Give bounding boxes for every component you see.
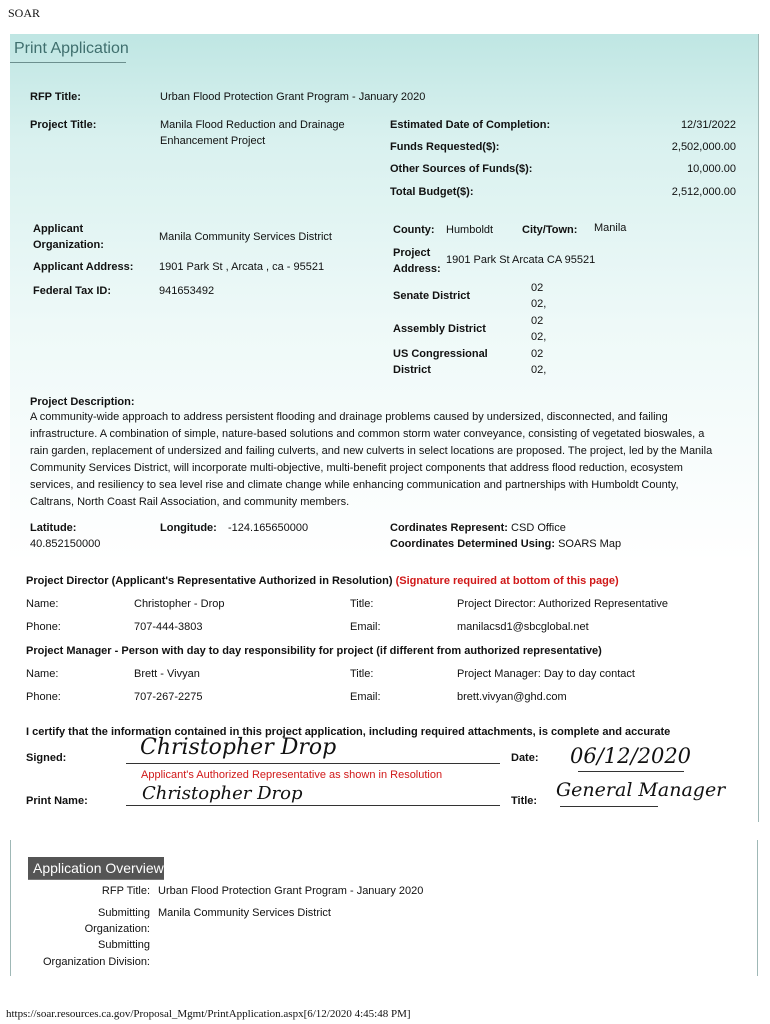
manager-title-label: Title: <box>350 668 374 680</box>
manager-name: Brett - Vivyan <box>134 668 200 680</box>
director-name-label: Name: <box>26 598 59 610</box>
senate-label: Senate District <box>393 290 471 302</box>
overview-division-label-2: Organization Division: <box>43 956 150 968</box>
description-line: infrastructure. A combination of simple, nature-based solutions and common storm water conveyance, consisting of vegetated bioswales, a <box>30 428 705 440</box>
director-signature: Christopher Drop <box>140 735 337 760</box>
title-label: Title: <box>511 795 538 807</box>
federal-tax-label: Federal Tax ID: <box>33 285 112 297</box>
manager-phone-label: Phone: <box>26 691 61 703</box>
latitude-label: Latitude: <box>30 522 77 534</box>
director-name: Christopher - Drop <box>134 598 225 610</box>
representative-note: Applicant's Authorized Representative as shown in Resolution <box>141 769 443 781</box>
manager-email-label: Email: <box>350 691 381 703</box>
coords-represent-label: Cordinates Represent: <box>390 522 508 534</box>
total-budget-value: 2,512,000.00 <box>671 186 736 198</box>
overview-org-label-2: Organization: <box>84 923 150 935</box>
manager-phone: 707-267-2275 <box>134 691 203 703</box>
assembly-value-1: 02 <box>531 315 544 327</box>
county-label: County: <box>393 224 435 236</box>
assembly-label: Assembly District <box>393 323 486 335</box>
coords-determined <box>390 538 621 550</box>
overview-org-value: Manila Community Services District <box>158 907 331 919</box>
overview-heading-rule <box>28 879 164 880</box>
longitude-label: Longitude: <box>160 522 217 534</box>
date-label: Date: <box>511 752 539 764</box>
funds-requested-value: 2,502,000.00 <box>671 141 736 153</box>
description-line: Caltrans, North Coast Rail Association, and community members. <box>30 496 350 508</box>
senate-value-2: 02, <box>531 298 547 310</box>
title-underline <box>10 62 126 63</box>
other-funds-value: 10,000.00 <box>687 163 736 175</box>
overview-rfp-value: Urban Flood Protection Grant Program - January 2020 <box>158 885 424 897</box>
print-application-title: Print Application <box>14 40 129 57</box>
applicant-address-label: Applicant Address: <box>33 261 134 273</box>
completion-label: Estimated Date of Completion: <box>390 119 551 131</box>
title-line <box>560 806 658 807</box>
print-name-line <box>126 805 500 806</box>
director-phone: 707-444-3803 <box>134 621 203 633</box>
applicant-org-label-2: Organization: <box>33 239 104 251</box>
director-heading <box>26 575 619 587</box>
signed-label: Signed: <box>26 752 67 764</box>
director-email: manilacsd1@sbcglobal.net <box>457 621 589 633</box>
description-line: Community Services District, will incorporate multi-objective, multi-benefit project components that address flood reduction, ecosystem <box>30 462 683 474</box>
city-label: City/Town: <box>522 224 578 236</box>
congress-label-1: US Congressional <box>393 348 488 360</box>
federal-tax-value: 941653492 <box>159 285 215 297</box>
congress-label-2: District <box>393 364 431 376</box>
county-value: Humboldt <box>446 224 494 236</box>
overview-left-border <box>10 840 11 976</box>
longitude-value: -124.165650000 <box>228 522 309 534</box>
assembly-value-2: 02, <box>531 331 547 343</box>
signature-required-note: (Signature required at bottom of this page) <box>395 575 619 587</box>
applicant-org-label-1: Applicant <box>33 223 84 235</box>
description-line: A community-wide approach to address persistent flooding and drainage problems caused by undersized, disconnected, and failing <box>30 411 668 423</box>
manager-heading: Project Manager - Person with day to day responsibility for project (if different from authorized representative) <box>26 645 602 657</box>
total-budget-label: Total Budget($): <box>390 186 474 198</box>
coords-represent <box>390 522 566 534</box>
signer-title: General Manager <box>556 779 726 801</box>
signed-date: 06/12/2020 <box>570 744 692 768</box>
congress-value-2: 02, <box>531 364 547 376</box>
manager-name-label: Name: <box>26 668 59 680</box>
date-line <box>578 771 684 772</box>
funds-requested-label: Funds Requested($): <box>390 141 500 153</box>
project-address-value: 1901 Park St Arcata CA 95521 <box>446 254 596 266</box>
description-text <box>30 409 750 511</box>
project-title-line1: Manila Flood Reduction and Drainage <box>160 119 345 131</box>
latitude-value: 40.852150000 <box>30 538 101 550</box>
description-line: rain garden, replacement of undersized and failing culverts, and new culverts in select locations are proposed. The project, led by the Manila <box>30 445 713 457</box>
description-line: services, and resiliency to sea level rise and climate change while enhancing communication and partnerships with Humboldt County, <box>30 479 679 491</box>
rfp-title-label: RFP Title: <box>30 91 81 103</box>
other-funds-label: Other Sources of Funds($): <box>390 163 533 175</box>
print-name-label: Print Name: <box>26 795 88 807</box>
overview-org-label-1: Submitting <box>98 907 150 919</box>
congress-value-1: 02 <box>531 348 544 360</box>
overview-right-border <box>757 840 758 976</box>
printed-name: Christopher Drop <box>142 783 303 804</box>
coords-determined-value: SOARS Map <box>558 538 622 550</box>
overview-rfp-label: RFP Title: <box>101 885 150 897</box>
manager-title: Project Manager: Day to day contact <box>457 668 635 680</box>
director-heading-text: Project Director (Applicant's Representative Authorized in Resolution) <box>26 575 393 587</box>
project-title-line2: Enhancement Project <box>160 135 266 147</box>
director-phone-label: Phone: <box>26 621 61 633</box>
manager-email: brett.vivyan@ghd.com <box>457 691 567 703</box>
signature-line <box>126 763 500 764</box>
project-address-label-2: Address: <box>393 263 441 275</box>
project-title-label: Project Title: <box>30 119 97 131</box>
director-title-label: Title: <box>350 598 374 610</box>
coords-represent-value: CSD Office <box>511 522 566 534</box>
certify-statement: I certify that the information contained in this project application, including required attachments, is complete and accurate <box>26 726 671 738</box>
footer-url: https://soar.resources.ca.gov/Proposal_Mgmt/PrintApplication.aspx[6/12/2020 4:45:48 PM] <box>6 1008 411 1020</box>
senate-value-1: 02 <box>531 282 544 294</box>
coords-determined-label: Coordinates Determined Using: <box>390 538 556 550</box>
director-title: Project Director: Authorized Representative <box>457 598 668 610</box>
completion-value: 12/31/2022 <box>680 119 736 131</box>
overview-division-label-1: Submitting <box>98 939 150 951</box>
site-name: SOAR <box>8 6 41 20</box>
overview-heading: Application Overview <box>28 857 164 879</box>
description-label: Project Description: <box>30 396 135 408</box>
director-email-label: Email: <box>350 621 381 633</box>
rfp-title-value: Urban Flood Protection Grant Program - January 2020 <box>160 91 426 103</box>
applicant-org-value: Manila Community Services District <box>159 231 332 243</box>
applicant-address-value: 1901 Park St , Arcata , ca - 95521 <box>159 261 325 273</box>
city-value: Manila <box>594 222 627 234</box>
project-address-label-1: Project <box>393 247 431 259</box>
